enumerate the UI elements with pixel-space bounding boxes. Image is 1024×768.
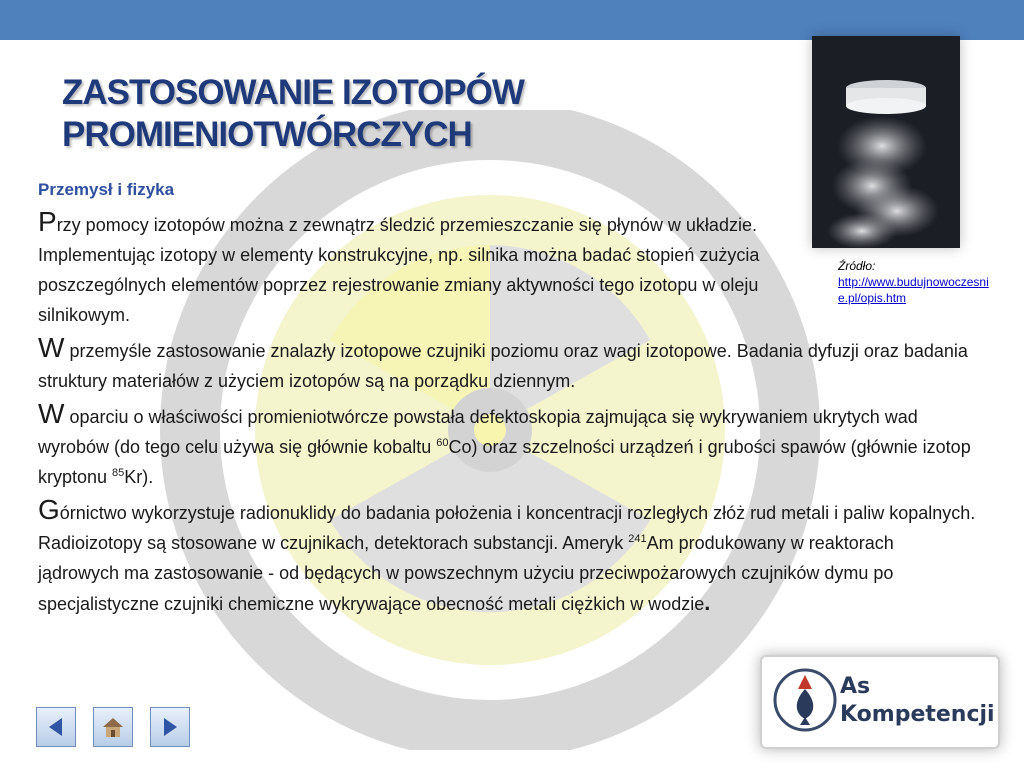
arrow-left-icon — [44, 715, 68, 739]
paragraph-text: rzy pomocy izotopów można z zewnątrz śledzić przemieszczanie się płynów w układzie. Implementując izotopy w elementy konstrukcyjne, np. silnika można badać stopień zużycia poszczególnych elementów poprzez rejestrowanie zmiany aktywności tego izotopu w oleju silnikowym. — [38, 215, 760, 325]
as-kompetencji-logo — [760, 655, 1000, 749]
drop-initial: G — [38, 494, 60, 525]
top-bar — [0, 0, 1024, 40]
paragraph-text: oparciu o właściwości promieniotwórcze powstała defektoskopia zajmująca się wykrywaniem ukrytych wad wyrobów (do tego celu używa się głównie kobaltu — [38, 407, 918, 457]
isotope-mass-number: 85 — [112, 467, 125, 479]
paragraph-text: Kr). — [124, 467, 154, 487]
source-label: Źródło: — [838, 259, 876, 273]
title-line-2: PROMIENIOTWÓRCZYCH — [62, 115, 472, 154]
logo-text — [840, 673, 995, 729]
paragraph-text: Co) oraz szczelności urządzeń i grubości spawów (głównie izotop kryptonu — [38, 437, 971, 487]
drop-initial: W — [38, 398, 65, 429]
source-link[interactable]: http://www.budujnowoczesnie.pl/opis.htm — [838, 275, 989, 305]
next-slide-button[interactable] — [150, 707, 190, 747]
drop-initial: W — [38, 332, 65, 363]
paragraph-text: Am produkowany w reaktorach jądrowych ma zastosowanie - od będących w powszechnym użyciu przeciwpożarowych czujników dymu po specjalistyczne czujniki chemiczne wykrywające obecność metali ciężkich w wodzie — [38, 533, 894, 614]
isotope-mass-number: 60 — [436, 437, 449, 449]
smoke-detector-photo — [812, 36, 960, 248]
image-source — [838, 258, 998, 306]
home-icon — [100, 714, 126, 740]
paragraph-2 — [38, 334, 978, 396]
paragraph-3 — [38, 400, 978, 492]
logo-emblem-icon — [772, 667, 838, 733]
drop-initial: P — [38, 206, 57, 237]
arrow-right-icon — [158, 715, 182, 739]
slide-body — [38, 208, 978, 623]
home-slide-button[interactable] — [93, 707, 133, 747]
isotope-mass-number: 241 — [628, 533, 647, 545]
section-subtitle: Przemysł i fizyka — [38, 180, 175, 199]
smoke-detector-icon — [812, 36, 960, 248]
paragraph-end-period: . — [704, 590, 711, 615]
slide-title — [62, 72, 762, 156]
paragraph-text: órnictwo wykorzystuje radionuklidy do badania położenia i koncentracji rozległych złóż rud metali i paliw kopalnych. Radioizotopy są stosowane w czujnikach, detektorach substancji. Ameryk — [38, 503, 976, 553]
paragraph-text: przemyśle zastosowanie znalazły izotopowe czujniki poziomu oraz wagi izotopowe. Badania dyfuzji oraz badania struktury materiałów z użyciem izotopów są na porządku dziennym. — [38, 341, 968, 391]
logo-line-1: As — [840, 674, 871, 699]
title-line-1: ZASTOSOWANIE IZOTOPÓW — [62, 73, 524, 112]
logo-line-2: Kompetencji — [840, 702, 995, 727]
previous-slide-button[interactable] — [36, 707, 76, 747]
paragraph-4 — [38, 496, 978, 619]
paragraph-1 — [38, 208, 798, 330]
